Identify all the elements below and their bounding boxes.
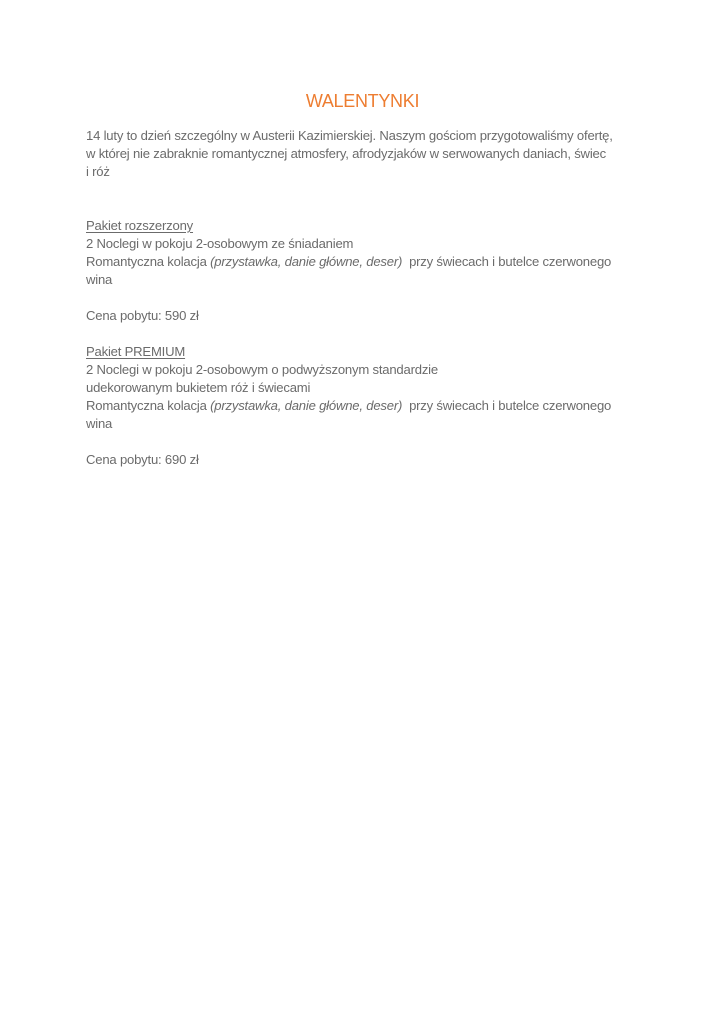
package-feature: 2 Noclegi w pokoju 2-osobowym o podwyższonym standardzie	[86, 362, 438, 377]
package-premium	[86, 343, 646, 469]
package-price: Cena pobytu: 690 zł	[86, 452, 199, 467]
dinner-courses: (przystawka, danie główne, deser)	[210, 398, 403, 413]
dinner-suffix: przy świecach i butelce czerwonego	[402, 398, 612, 413]
intro-paragraph	[86, 127, 646, 181]
dinner-suffix: przy świecach i butelce czerwonego	[402, 254, 612, 269]
package-dinner-wrap: wina	[86, 416, 113, 431]
dinner-courses: (przystawka, danie główne, deser)	[210, 254, 403, 269]
package-extended	[86, 217, 646, 325]
intro-line: i róż	[86, 164, 110, 179]
intro-line: w której nie zabraknie romantycznej atmosfery, afrodyzjaków w serwowanych daniach, świec	[86, 146, 606, 161]
package-name: Pakiet PREMIUM	[86, 344, 186, 359]
dinner-prefix: Romantyczna kolacja	[86, 398, 211, 413]
package-price: Cena pobytu: 590 zł	[86, 308, 199, 323]
package-feature: udekorowanym bukietem róż i świecami	[86, 380, 311, 395]
intro-line: 14 luty to dzień szczególny w Austerii Kazimierskiej. Naszym gościom przygotowaliśmy ofertę,	[86, 128, 613, 143]
package-name: Pakiet rozszerzony	[86, 218, 194, 233]
package-dinner-wrap: wina	[86, 272, 113, 287]
dinner-prefix: Romantyczna kolacja	[86, 254, 211, 269]
package-feature: 2 Noclegi w pokoju 2-osobowym ze śniadaniem	[86, 236, 354, 251]
page-title: WALENTYNKI	[305, 91, 420, 111]
package-dinner	[86, 397, 646, 415]
package-dinner	[86, 253, 646, 271]
document-body	[86, 127, 646, 469]
